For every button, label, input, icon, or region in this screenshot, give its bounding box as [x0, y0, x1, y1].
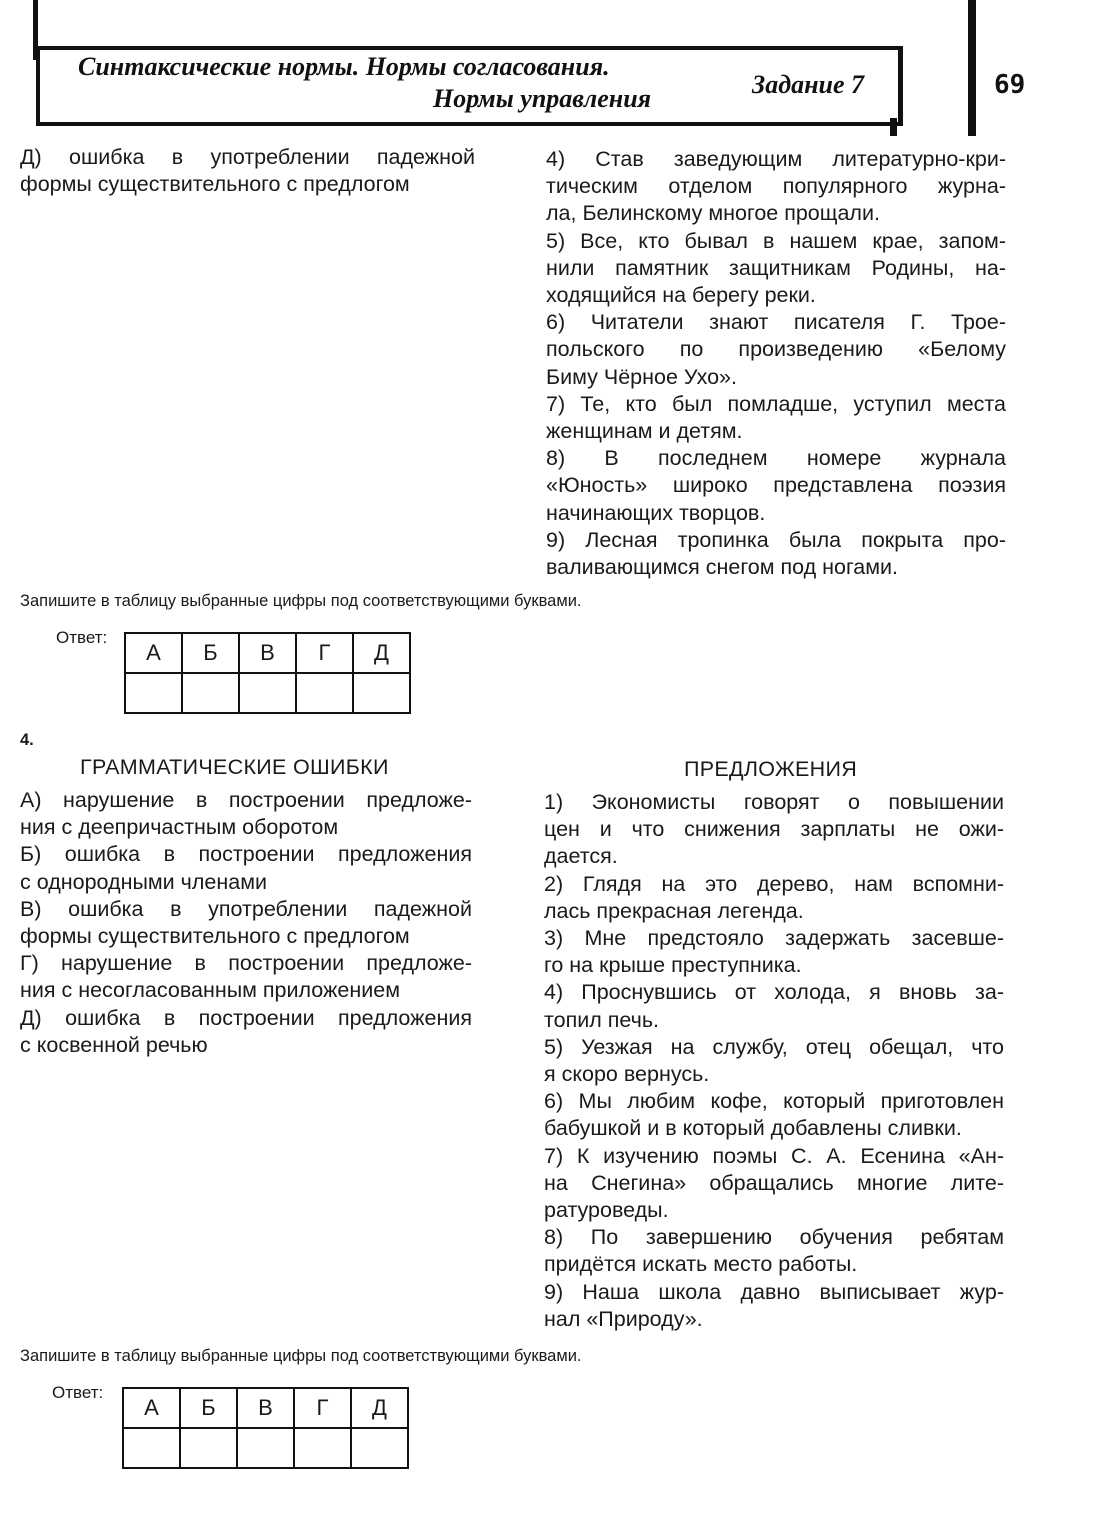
- s3-sentence-line: нили памятник защитникам Родины, на-: [546, 255, 1006, 280]
- s4-sentence-line: 6) Мы любим кофе, который приготовлен: [544, 1089, 1004, 1114]
- s4-error-line: ния с деепричастным оборотом: [20, 815, 339, 840]
- s4-answer-letters-row: [123, 1388, 408, 1428]
- s4-error-line: с однородными членами: [20, 869, 267, 894]
- s4-answer-cell[interactable]: [294, 1428, 351, 1468]
- s4-sentence-line: топил печь.: [544, 1007, 659, 1032]
- header-title-line1: Синтаксические нормы. Нормы согласования.: [78, 52, 610, 81]
- s3-answer-letters-row: [125, 633, 410, 673]
- s3-sentence-line: 8) В последнем номере журнала: [546, 446, 1006, 471]
- s3-answer-cell[interactable]: [239, 673, 296, 713]
- s3-instruction: Запишите в таблицу выбранные цифры под соответствующими буквами.: [20, 592, 582, 610]
- right-margin-rule: [968, 0, 976, 136]
- s3-sentence-line: 4) Став заведующим литературно-кри-: [546, 147, 1006, 171]
- s3-sentence-line: женщинам и детям.: [546, 419, 743, 443]
- s4-answer-label: Ответ:: [52, 1383, 104, 1402]
- s4-sentence-line: бабушкой и в который добавлены сливки.: [544, 1116, 962, 1141]
- s3-answer-letter: В: [239, 633, 296, 673]
- s4-right-heading: ПРЕДЛОЖЕНИЯ: [684, 757, 858, 781]
- s3-answer-table: [124, 632, 411, 714]
- s4-error-line: Б) ошибка в построении предложения: [20, 842, 472, 867]
- s4-answer-cell[interactable]: [351, 1428, 408, 1468]
- s3-left-item-d-line1: Д) ошибка в употреблении падежной: [20, 145, 475, 169]
- s3-sentence-line: 9) Лесная тропинка была покрыта про-: [546, 527, 1006, 552]
- s3-left-item-d-line2: формы существительного с предлогом: [20, 172, 410, 196]
- s3-sentence-line: ходящийся на берегу реки.: [546, 283, 816, 307]
- s3-sentence-line: ла, Белинскому многое прощали.: [546, 201, 880, 226]
- s4-answer-letter: Б: [180, 1388, 237, 1428]
- s3-answer-cell[interactable]: [296, 673, 353, 713]
- s3-answer-cell[interactable]: [353, 673, 410, 713]
- s3-sentence-line: Биму Чёрное Ухо».: [546, 364, 737, 389]
- s4-answer-letter: Г: [294, 1388, 351, 1428]
- s4-sentence-line: 9) Наша школа давно выписывает жур-: [544, 1279, 1004, 1304]
- s3-answer-letter: Д: [353, 633, 410, 673]
- s4-sentence-line: ратуроведы.: [544, 1198, 669, 1222]
- s4-sentence-line: 3) Мне предстояло задержать засевше-: [544, 926, 1004, 950]
- s4-sentence-line: 4) Проснувшись от холода, я вновь за-: [544, 980, 1004, 1005]
- s4-sentence-line: нал «Природу».: [544, 1306, 703, 1331]
- s3-sentence-line: 6) Читатели знают писателя Г. Трое-: [546, 310, 1006, 335]
- s4-number: 4.: [20, 731, 34, 749]
- s4-sentence-line: 7) К изучению поэмы С. А. Есенина «Ан-: [544, 1143, 1004, 1168]
- s3-sentence-line: начинающих творцов.: [546, 500, 766, 525]
- s4-left-heading: ГРАММАТИЧЕСКИЕ ОШИБКИ: [80, 755, 389, 779]
- s4-sentence-line: 5) Уезжая на службу, отец обещал, что: [544, 1034, 1004, 1059]
- s4-sentence-line: придётся искать место работы.: [544, 1252, 858, 1277]
- s4-sentence-line: цен и что снижения зарплаты не ожи-: [544, 817, 1004, 842]
- s4-error-line: А) нарушение в построении предложе-: [20, 788, 472, 812]
- s4-answer-cell[interactable]: [123, 1428, 180, 1468]
- s4-error-line: ния с несогласованным приложением: [20, 978, 400, 1003]
- s3-sentence-line: польского по произведению «Белому: [546, 337, 1006, 362]
- s4-sentence-line: лась прекрасная легенда.: [544, 898, 804, 923]
- s4-sentence-line: 1) Экономисты говорят о повышении: [544, 790, 1004, 814]
- s4-sentence-line: на Снегина» обращались многие лите-: [544, 1170, 1004, 1195]
- s4-answer-letter: А: [123, 1388, 180, 1428]
- s3-sentence-line: 7) Те, кто был помладше, уступил места: [546, 391, 1006, 416]
- s4-sentence-line: 8) По завершению обучения ребятам: [544, 1225, 1004, 1250]
- header-shadow-rule: [40, 122, 896, 125]
- s4-error-line: формы существительного с предлогом: [20, 924, 410, 948]
- s3-answer-cell[interactable]: [125, 673, 182, 713]
- s3-sentence-line: 5) Все, кто бывал в нашем крае, запом-: [546, 228, 1006, 253]
- s4-error-line: Д) ошибка в построении предложения: [20, 1005, 472, 1030]
- s3-sentence-line: валивающимся снегом под ногами.: [546, 555, 899, 579]
- s4-sentence-line: го на крыше преступника.: [544, 953, 802, 978]
- s4-answer-input-row[interactable]: [123, 1428, 408, 1468]
- header-tab: [890, 118, 897, 136]
- s4-sentence-line: 2) Глядя на это дерево, нам вспомни-: [544, 871, 1004, 896]
- s4-error-line: Г) нарушение в построении предложе-: [20, 951, 472, 976]
- s4-instruction: Запишите в таблицу выбранные цифры под соответствующими буквами.: [20, 1347, 582, 1365]
- s3-answer-letter: А: [125, 633, 182, 673]
- task-label: Задание 7: [752, 70, 865, 99]
- s3-answer-input-row[interactable]: [125, 673, 410, 713]
- s3-answer-label: Ответ:: [56, 628, 108, 647]
- s3-answer-letter: Г: [296, 633, 353, 673]
- s4-answer-cell[interactable]: [237, 1428, 294, 1468]
- page-number: 69: [994, 70, 1026, 100]
- s4-answer-table: [122, 1387, 409, 1469]
- s4-error-line: с косвенной речью: [20, 1032, 208, 1057]
- header-title-line2: Нормы управления: [433, 84, 652, 113]
- s4-answer-cell[interactable]: [180, 1428, 237, 1468]
- s4-error-line: В) ошибка в употреблении падежной: [20, 896, 472, 921]
- s3-sentence-line: «Юность» широко представлена поэзия: [546, 473, 1006, 498]
- s4-sentence-line: дается.: [544, 844, 618, 869]
- s3-answer-cell[interactable]: [182, 673, 239, 713]
- s4-sentence-line: я скоро вернусь.: [544, 1062, 710, 1086]
- s4-answer-letter: Д: [351, 1388, 408, 1428]
- s4-answer-letter: В: [237, 1388, 294, 1428]
- s3-answer-letter: Б: [182, 633, 239, 673]
- s3-sentence-line: тическим отделом популярного журна-: [546, 174, 1006, 199]
